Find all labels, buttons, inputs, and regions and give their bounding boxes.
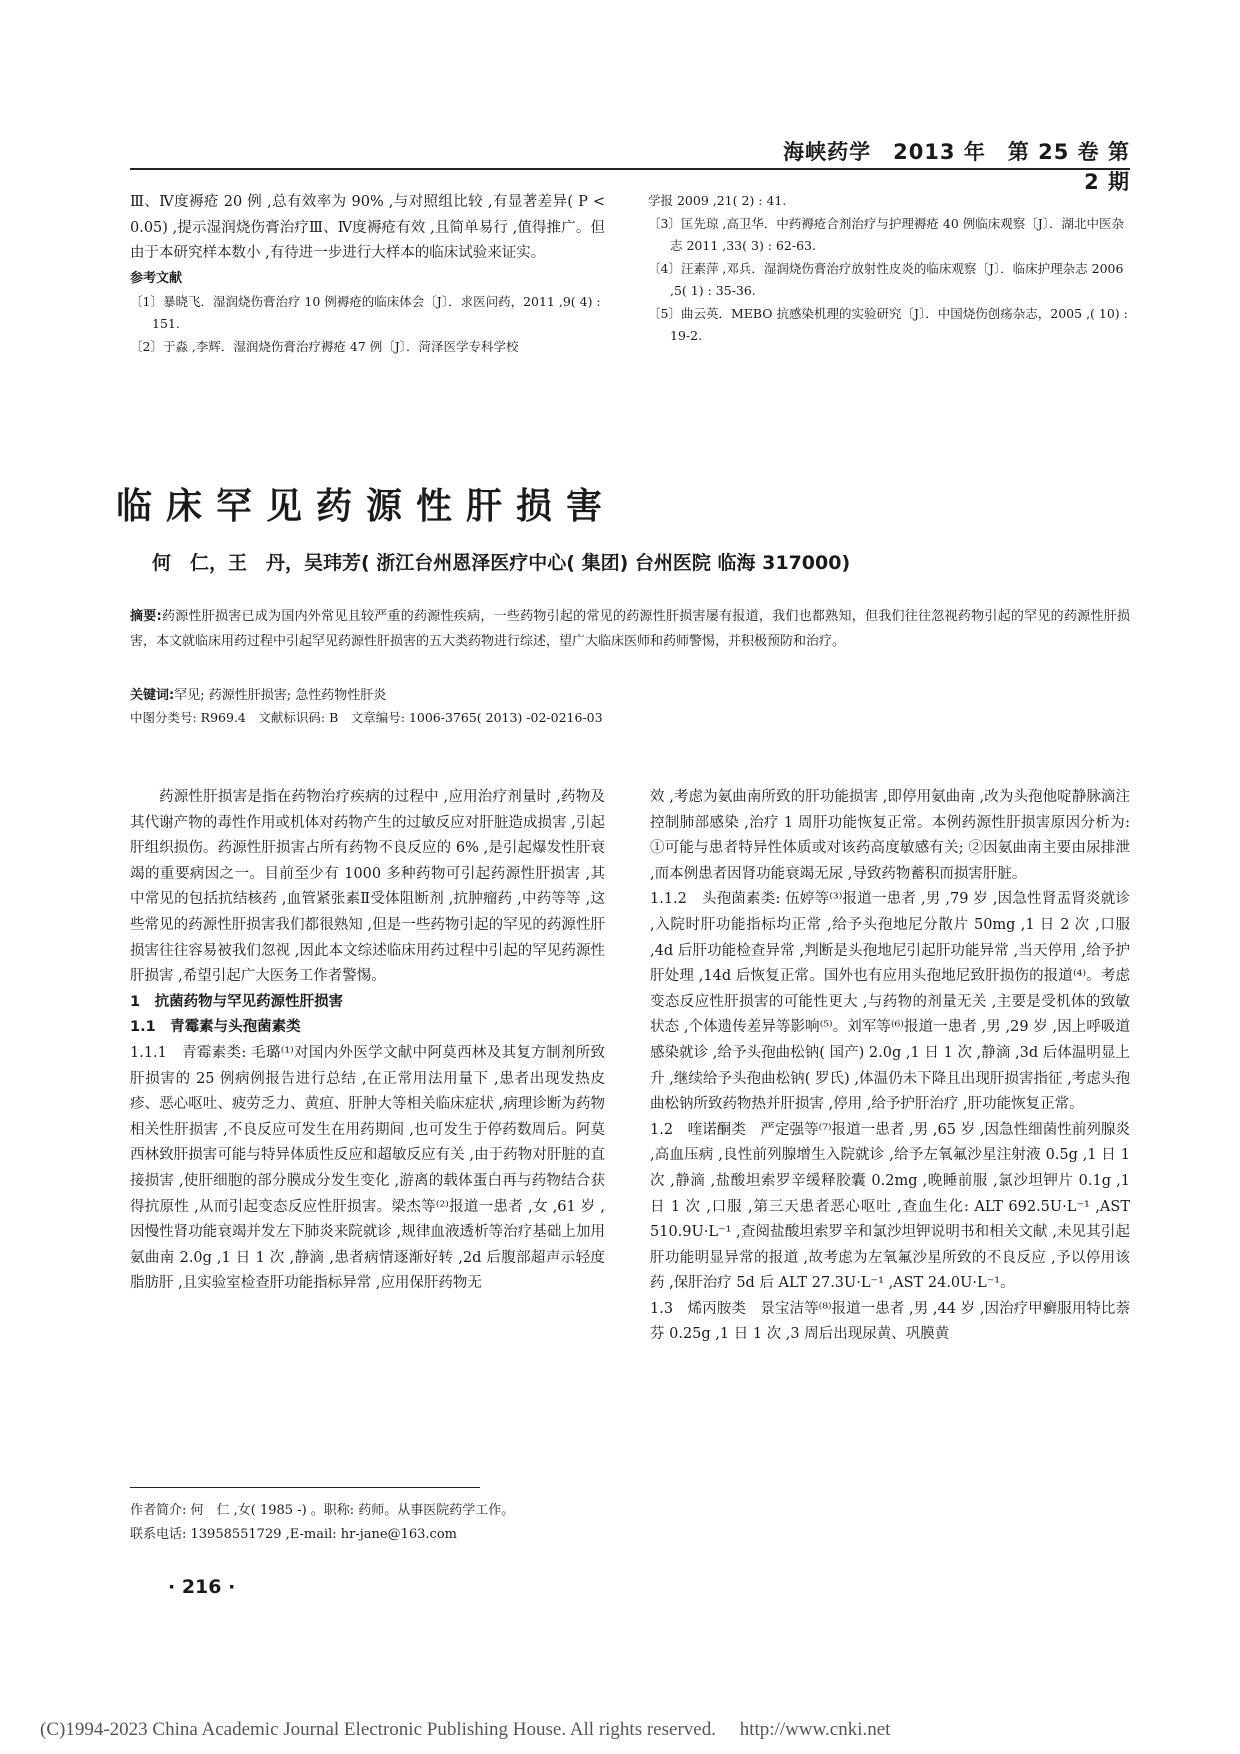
- body-paragraph: 1.2 喹诺酮类 严定强等⁽⁷⁾报道一患者 ,男 ,65 岁 ,因急性细菌性前列腺炎 ,高血压病 ,良性前列腺增生入院就诊 ,给予左氧氟沙星注射液 0.5g ,1 日 1 次 ,静滴 ,盐酸坦索罗辛缓释胶囊 0.2mg ,晚睡前服 ,氯沙坦钾片 0.1g ,1 日 1 次 ,口服 ,第三天患者恶心呕吐 ,查血生化: ALT 692.5U·L⁻¹ ,AST 510.9U·L⁻¹ ,查阅盐酸坦索罗辛和氯沙坦钾说明书和相关文献 ,未见其引起肝功能明显异常的报道 ,故考虑为左氧氟沙星所致的不良反应 ,予以停用该药 ,保肝治疗 5d 后 ALT 27.3U·L⁻¹ ,AST 24.0U·L⁻¹。: [650, 1121, 1130, 1292]
- copyright-notice: (C)1994-2023 China Academic Journal Electronic Publishing House. All rights reserved. http://www.cnki.net: [40, 1719, 891, 1740]
- reference-item: 学报 2009 ,21( 2) : 41.: [648, 193, 787, 208]
- author-contact: 联系电话: 13958551729 ,E-mail: hr-jane@163.com: [130, 1527, 457, 1542]
- reference-item: 〔5〕曲云英．MEBO 抗感染机理的实验研究〔J〕．中国烧伤创疡杂志，2005 ,( 10) : 19-2.: [648, 305, 1128, 343]
- subsection-heading: 1.1 青霉素与头孢菌素类: [130, 1019, 301, 1036]
- prev-article-right-column: [648, 190, 1130, 348]
- abstract: [130, 604, 1130, 654]
- body-paragraph: 1.1.2 头孢菌素类: 伍婷等⁽³⁾报道一患者 ,男 ,79 岁 ,因急性肾盂肾炎就诊 ,入院时肝功能指标均正常 ,给予头孢地尼分散片 50mg ,1 日 2 次 ,口服 ,4d 后肝功能检查异常 ,判断是头孢地尼引起肝功能异常 ,当天停用 ,给予护肝处理 ,14d 后恢复正常。国外也有应用头孢地尼致肝损伤的报道⁽⁴⁾。考虑变态反应性肝损害的可能性更大 ,与药物的剂量无关 ,主要是受机体的致敏状态 ,个体遗传差异等影响⁽⁵⁾。刘军等⁽⁶⁾报道一患者 ,男 ,29 岁 ,因上呼吸道感染就诊 ,给予头孢曲松钠( 国产) 2.0g ,1 日 1 次 ,静滴 ,3d 后体温明显上升 ,继续给予头孢曲松钠( 罗氏) ,体温仍未下降且出现肝损害指征 ,考虑头孢曲松钠所致药物热并肝损害 ,停用 ,给予护肝治疗 ,肝功能恢复正常。: [650, 891, 1130, 1113]
- section-heading: 1 抗菌药物与罕见药源性肝损害: [130, 993, 344, 1010]
- header-rule: [130, 168, 1130, 170]
- body-paragraph: 药源性肝损害是指在药物治疗疾病的过程中 ,应用治疗剂量时 ,药物及其代谢产物的毒性作用或机体对药物产生的过敏反应对肝脏造成损害 ,引起肝组织损伤。药源性肝损害占所有药物不良反应的 6% ,是引起爆发性肝衰竭的重要病因之一。目前至少有 1000 多种药物可引起药源性肝损害 ,其中常见的包括抗结核药 ,血管紧张素Ⅱ受体阻断剂 ,抗肿瘤药 ,中药等等 ,这些常见的药源性肝损害我们都很熟知 ,但是一些药物引起的罕见的药源性肝损害往往容易被我们忽视 ,因此本文综述临床用药过程中引起的罕见药源性肝损害 ,希望引起广大医务工作者警惕。: [130, 789, 605, 985]
- reference-item: 〔1〕暴晓飞．湿润烧伤膏治疗 10 例褥疮的临床体会〔J〕．求医问药，2011 ,9( 4) : 151.: [130, 293, 601, 332]
- prev-article-left-column: [130, 190, 605, 358]
- author-footnote: [130, 1499, 610, 1547]
- reference-item: 〔2〕于淼 ,李辉．湿润烧伤膏治疗褥疮 47 例〔J〕．菏泽医学专科学校: [130, 338, 519, 354]
- references-heading: 参考文献: [130, 270, 183, 286]
- body-left-column: [130, 785, 605, 1297]
- keywords: [130, 684, 386, 703]
- body-paragraph: 1.3 烯丙胺类 景宝洁等⁽⁸⁾报道一患者 ,男 ,44 岁 ,因治疗甲癣服用特比萘芬 0.25g ,1 日 1 次 ,3 周后出现尿黄、巩膜黄: [650, 1300, 1130, 1343]
- author-bio: 作者简介: 何 仁 ,女( 1985 -) 。职称: 药师。从事医院药学工作。: [130, 1503, 515, 1518]
- classification-line: 中图分类号: R969.4 文献标识码: B 文章编号: 1006-3765( 2013) -02-0216-03: [130, 710, 603, 725]
- prev-article-paragraph: Ⅲ、Ⅳ度褥疮 20 例 ,总有效率为 90% ,与对照组比较 ,有显著差异( P < 0.05) ,提示湿润烧伤膏治疗Ⅲ、Ⅳ度褥疮有效 ,且简单易行 ,值得推广。但由于本研究样本数小 ,有待进一步进行大样本的临床试验来证实。: [130, 194, 605, 262]
- article-authors: 何 仁，王 丹，吴玮芳( 浙江台州恩泽医疗中心( 集团) 台州医院 临海 317000): [152, 552, 851, 574]
- article-title: 临床罕见药源性肝损害: [116, 486, 617, 527]
- body-paragraph: 效 ,考虑为氨曲南所致的肝功能损害 ,即停用氨曲南 ,改为头孢他啶静脉滴注控制肺部感染 ,治疗 1 周肝功能恢复正常。本例药源性肝损害原因分析为: ①可能与患者特异性体质或对该药高度敏感有关; ②因氨曲南主要由尿排泄 ,而本例患者因肾功能衰竭无尿 ,导致药物蓄积而损害肝脏。: [650, 789, 1130, 882]
- keywords-label: 关键词:: [130, 688, 175, 703]
- page-number: · 216 ·: [168, 1576, 236, 1598]
- body-right-column: [650, 785, 1130, 1348]
- body-paragraph: 1.1.1 青霉素类: 毛璐⁽¹⁾对国内外医学文献中阿莫西林及其复方制剂所致肝损害的 25 例病例报告进行总结 ,在正常用法用量下 ,患者出现发热皮疹、恶心呕吐、疲劳乏力、黄疸、肝肿大等相关临床症状 ,病理诊断为药物相关性肝损害 ,不良反应可发生在用药期间 ,也可发生于停药数周后。阿莫西林致肝损害可能与特异体质性反应和超敏反应有关 ,由于药物对肝脏的直接损害 ,使肝细胞的部分膜成分发生变化 ,游离的载体蛋白再与药物结合获得抗原性 ,从而引起变态反应性肝损害。梁杰等⁽²⁾报道一患者 ,女 ,61 岁 ,因慢性肾功能衰竭并发左下肺炎来院就诊 ,规律血液透析等治疗基础上加用氨曲南 2.0g ,1 日 1 次 ,静滴 ,患者病情逐渐好转 ,2d 后腹部超声示轻度脂肪肝 ,且实验室检查肝功能指标异常 ,应用保肝药物无: [130, 1044, 605, 1292]
- abstract-label: 摘要:: [130, 609, 162, 624]
- reference-item: 〔4〕汪素萍 ,邓兵．湿润烧伤膏治疗放射性皮炎的临床观察〔J〕．临床护理杂志 2006 ,5( 1) : 35-36.: [648, 260, 1124, 298]
- reference-item: 〔3〕匡先琼 ,高卫华．中药褥疮合剂治疗与护理褥疮 40 例临床观察〔J〕．湖北中医杂志 2011 ,33( 3) : 62-63.: [648, 215, 1125, 253]
- abstract-text: 药源性肝损害已成为国内外常见且较严重的药源性疾病，一些药物引起的常见的药源性肝损害屡有报道，我们也都熟知，但我们往往忽视药物引起的罕见的药源性肝损害，本文就临床用药过程中引起罕见药源性肝损害的五大类药物进行综述，望广大临床医师和药师警惕，并积极预防和治疗。: [130, 609, 1130, 649]
- journal-header: 海峡药学 2013 年 第 25 卷 第 2 期: [783, 140, 1130, 194]
- footnote-rule: [130, 1487, 480, 1488]
- keywords-text: 罕见; 药源性肝损害; 急性药物性肝炎: [174, 688, 387, 703]
